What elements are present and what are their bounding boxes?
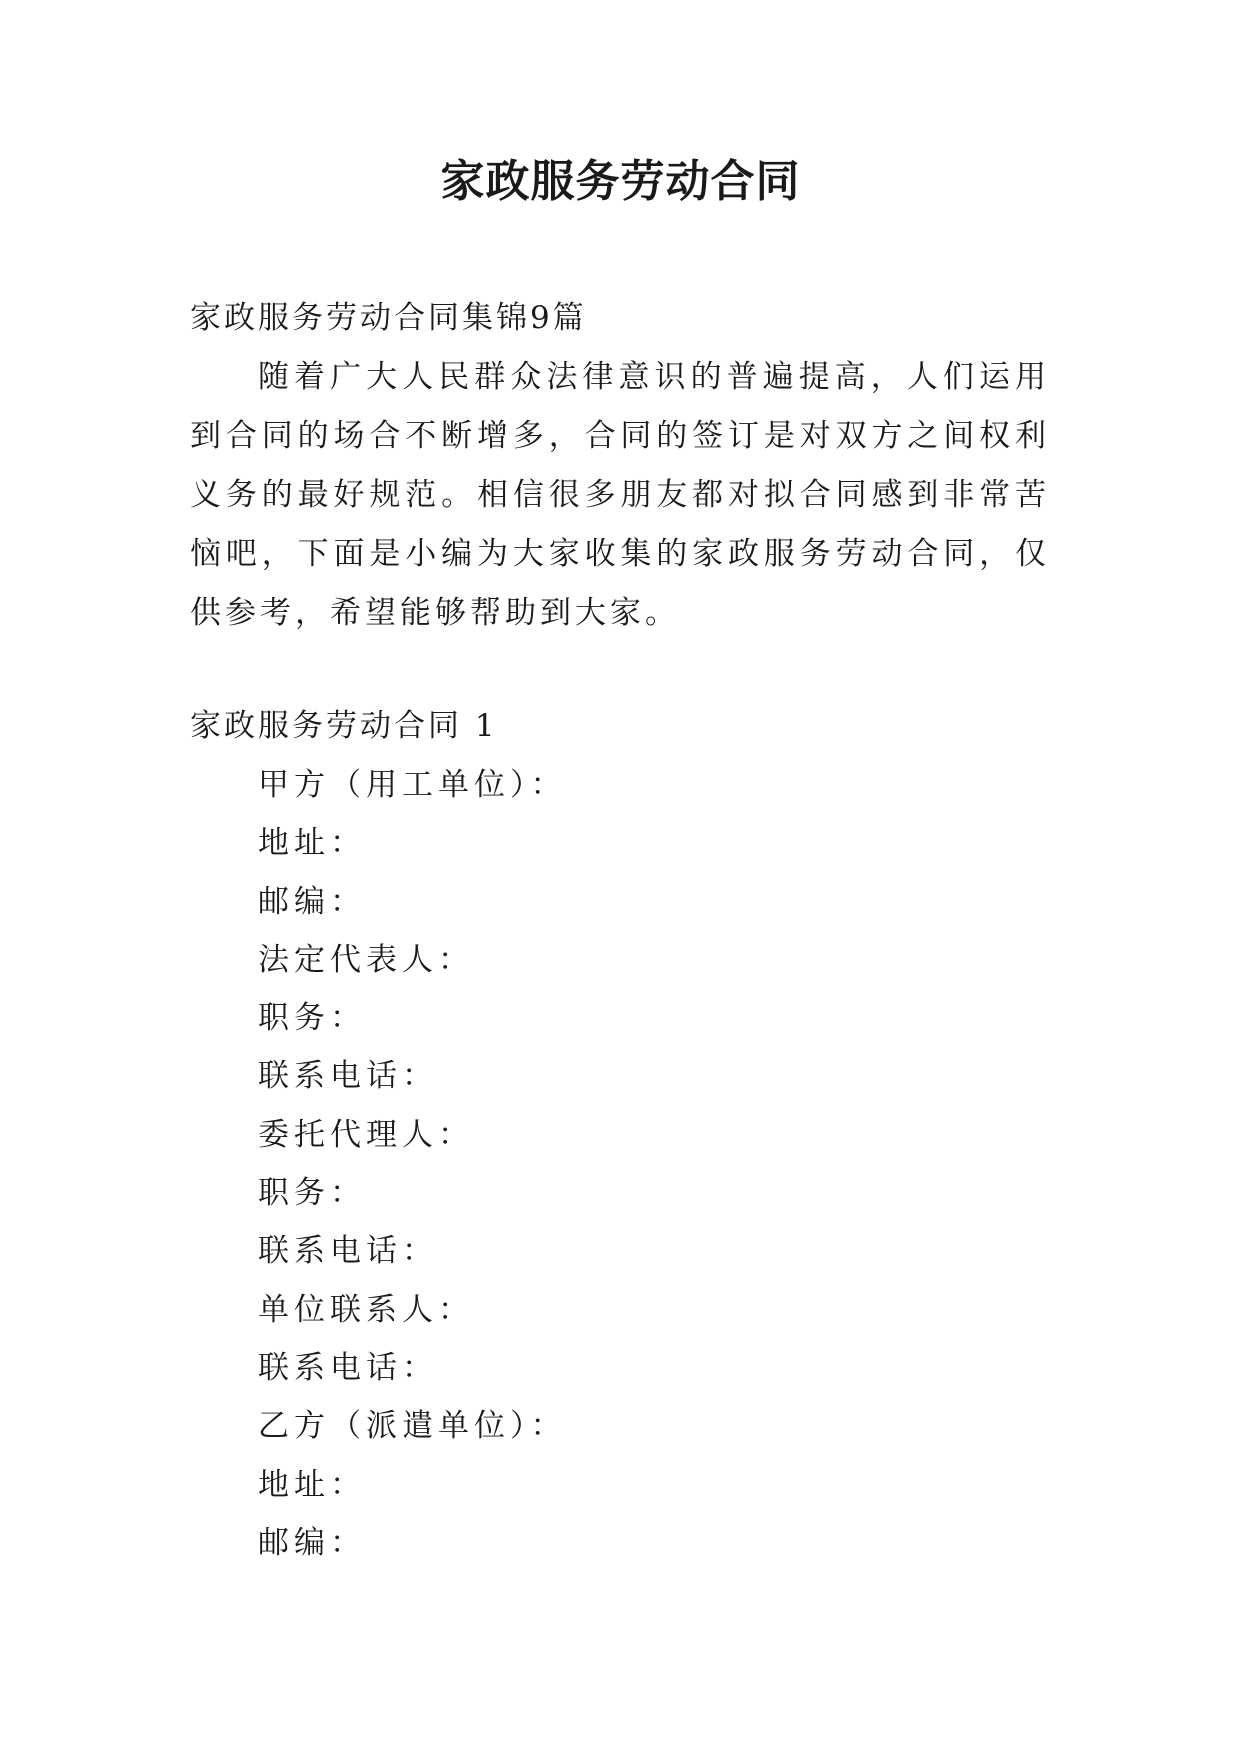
field-authorized-agent: 委托代理人： bbox=[258, 1116, 474, 1153]
field-phone: 联系电话： bbox=[258, 1058, 438, 1095]
field-address: 地址： bbox=[258, 1466, 366, 1503]
section-heading: 家政服务劳动合同 1 bbox=[190, 708, 498, 744]
field-unit-contact: 单位联系人： bbox=[258, 1291, 474, 1328]
field-phone: 联系电话： bbox=[258, 1349, 438, 1386]
field-position: 职务： bbox=[258, 1175, 366, 1212]
field-postcode: 邮编： bbox=[258, 1524, 366, 1561]
contract-field-list bbox=[258, 756, 567, 1572]
field-postcode: 邮编： bbox=[258, 883, 366, 920]
field-phone: 联系电话： bbox=[258, 1233, 438, 1270]
document-subtitle: 家政服务劳动合同集锦9篇 bbox=[190, 300, 587, 336]
field-party-b: 乙方（派遣单位）： bbox=[258, 1408, 567, 1445]
field-legal-representative: 法定代表人： bbox=[258, 941, 474, 978]
field-address: 地址： bbox=[258, 825, 366, 862]
field-party-a: 甲方（用工单位）： bbox=[258, 767, 567, 803]
intro-paragraph: 随着广大人民群众法律意识的普遍提高，人们运用到合同的场合不断增多，合同的签订是对双方之间权利义务的最好规范。相信很多朋友都对拟合同感到非常苦恼吧，下面是小编为大家收集的家政服务劳动合同，仅供参考，希望能够帮助到大家。 bbox=[190, 359, 1050, 631]
document-title: 家政服务劳动合同 bbox=[440, 156, 801, 207]
field-position: 职务： bbox=[258, 1000, 366, 1037]
